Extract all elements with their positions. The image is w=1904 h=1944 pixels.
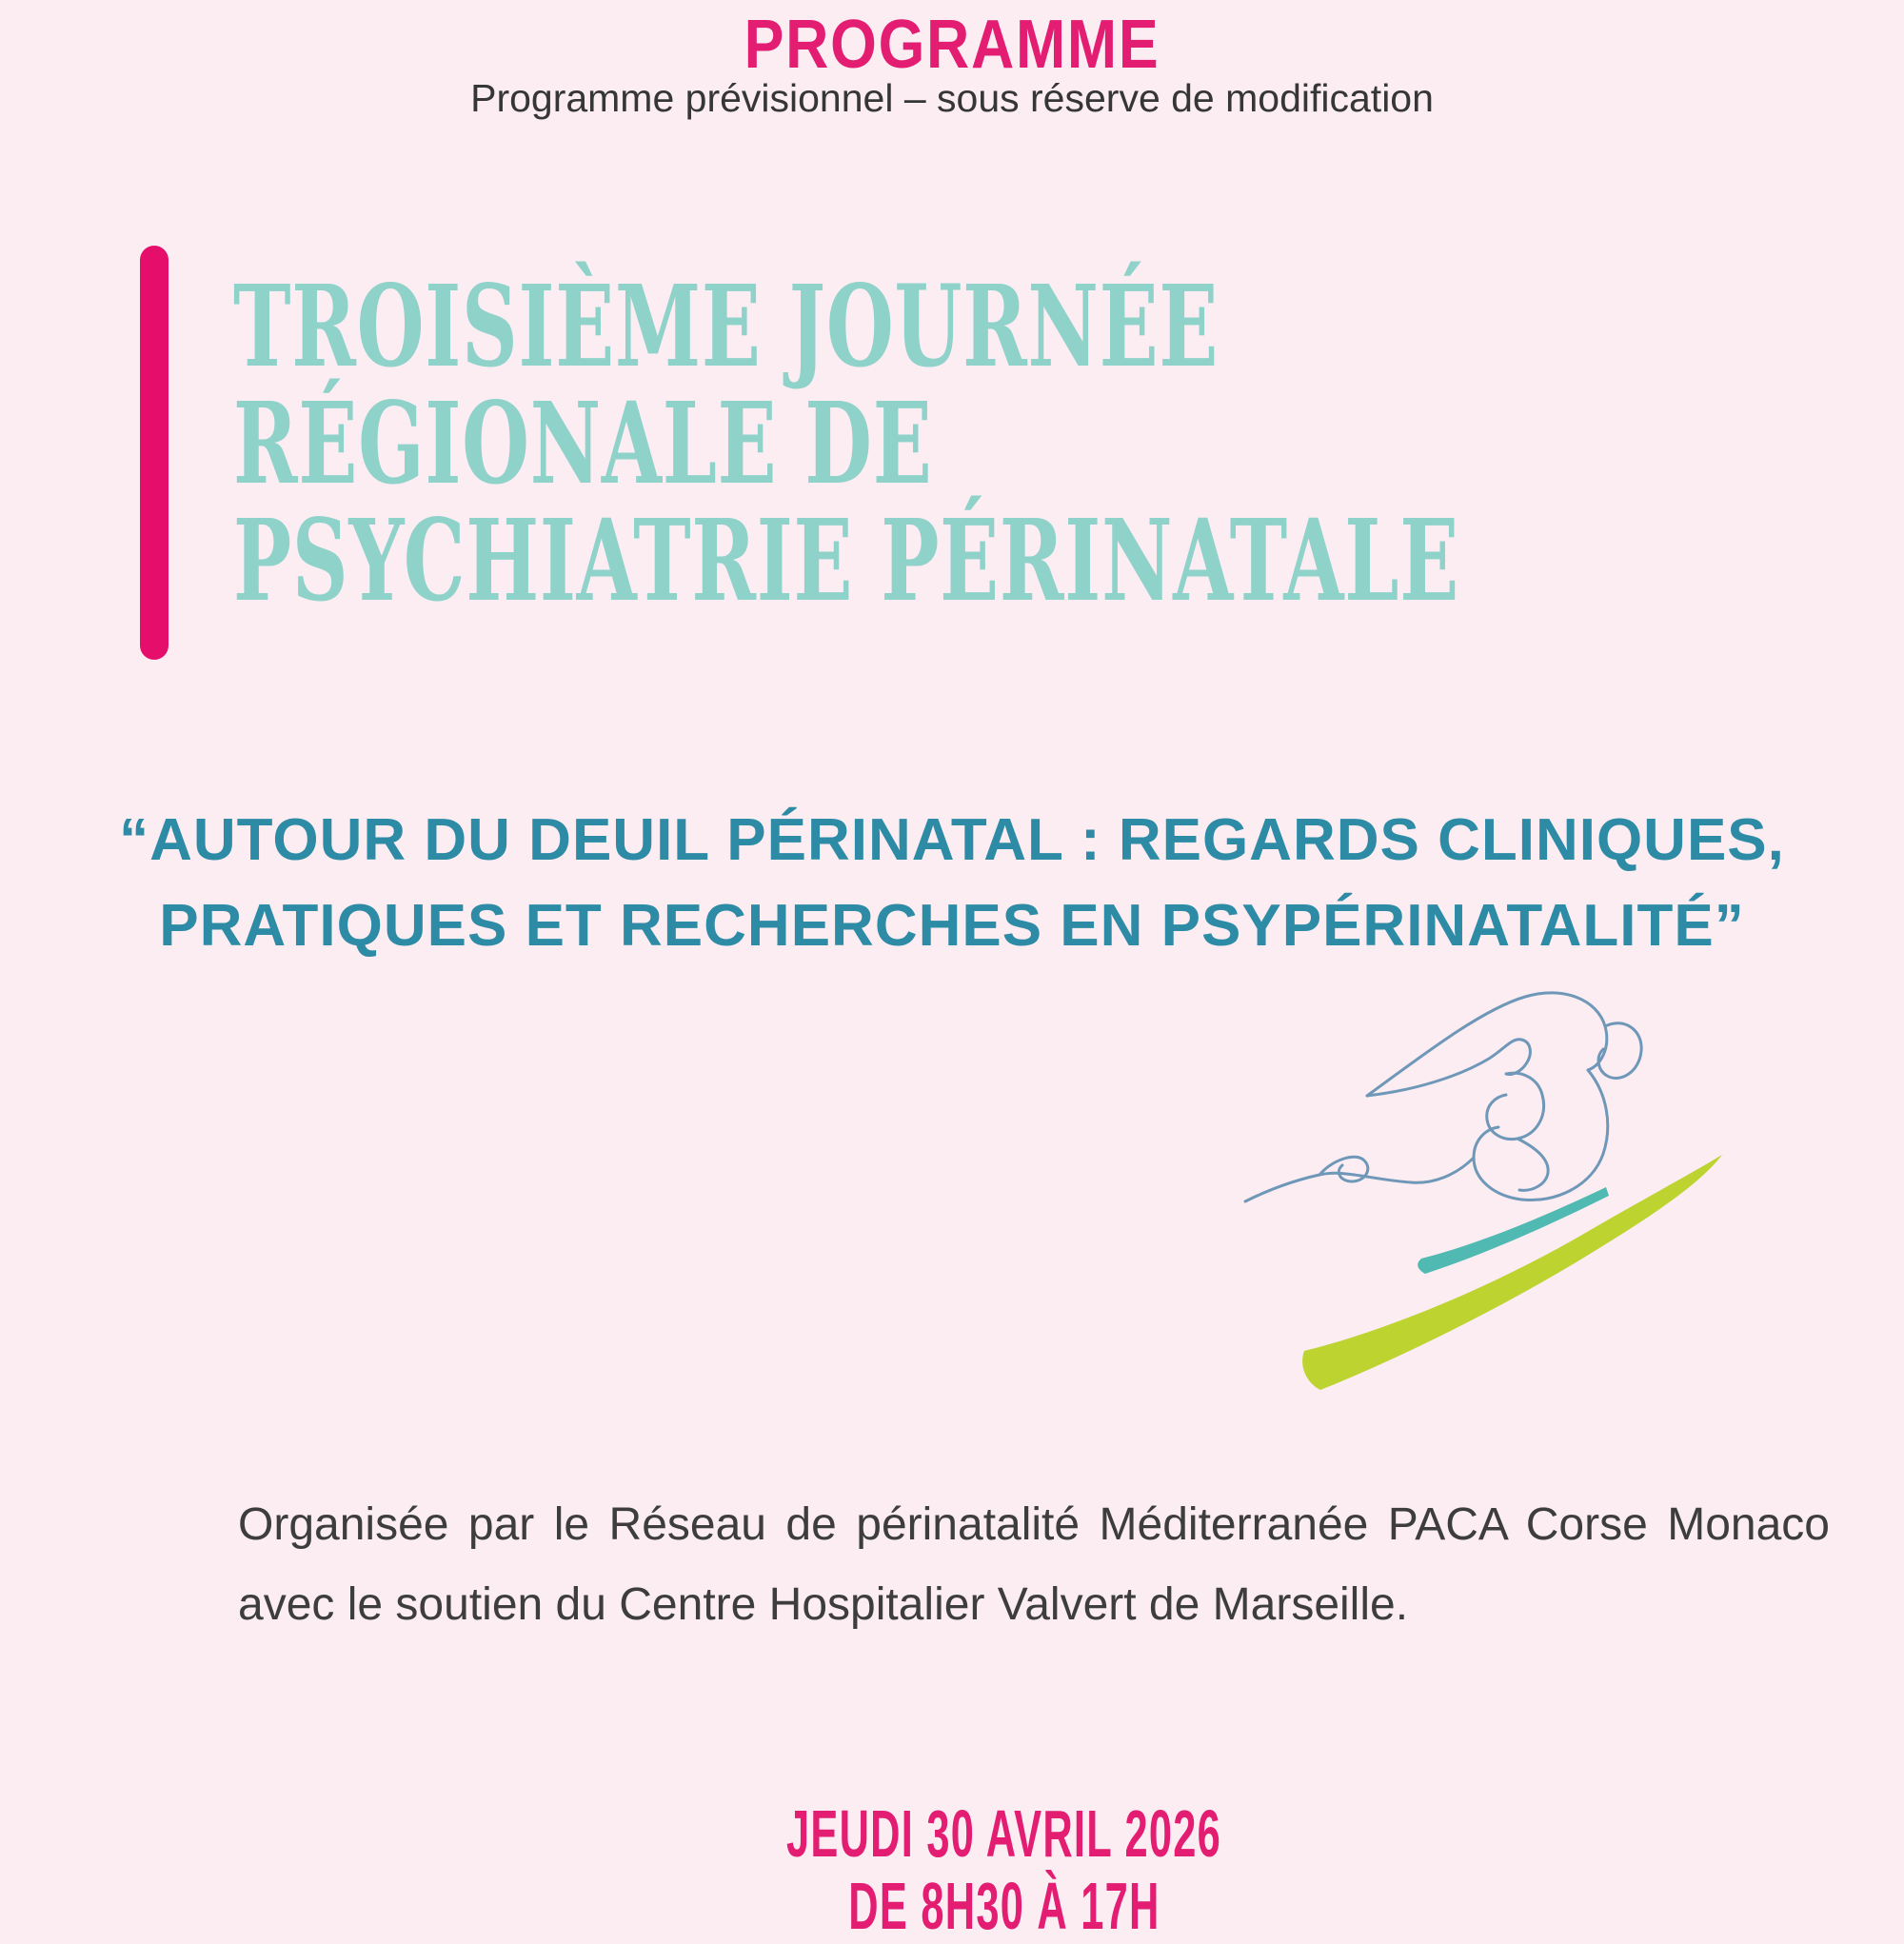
theme-quote-line-2: PRATIQUES ET RECHERCHES EN PSYPÉRINATALITÉ” xyxy=(159,893,1745,959)
theme-quote-line-1: “AUTOUR DU DEUIL PÉRINATAL : REGARDS CLINIQUES, xyxy=(119,807,1785,873)
main-title-line-1: TROISIÈME JOURNÉE xyxy=(233,260,1220,392)
event-date-text: JEUDI 30 AVRIL 2026 xyxy=(786,1796,1222,1871)
provisional-note: Programme prévisionnel – sous réserve de modification xyxy=(470,76,1434,120)
main-title-line-2: RÉGIONALE DE xyxy=(233,377,933,509)
event-date xyxy=(0,1795,1904,1872)
green-brush-stroke xyxy=(1302,1155,1722,1390)
programme-heading: PROGRAMME xyxy=(744,7,1160,83)
event-main-title xyxy=(233,260,1459,626)
mother-baby-line-art xyxy=(1245,993,1641,1201)
organizer-text xyxy=(238,1485,1830,1645)
teal-brush-stroke xyxy=(1418,1187,1609,1274)
organizer-line-2: avec le soutien du Centre Hospitalier Valvert de Marseille. xyxy=(238,1579,1409,1630)
main-title-line-3: PSYCHIATRIE PÉRINATALE xyxy=(233,494,1459,626)
organizer-line-1: Organisée par le Réseau de périnatalité Méditerranée PACA Corse Monaco xyxy=(238,1499,1830,1550)
event-time xyxy=(0,1868,1904,1944)
mother-and-baby-line-art-logo xyxy=(1228,971,1761,1399)
event-time-text: DE 8H30 À 17H xyxy=(848,1869,1160,1943)
event-theme-quote xyxy=(0,798,1904,969)
accent-bar xyxy=(140,246,169,660)
network-logo xyxy=(1228,971,1761,1399)
